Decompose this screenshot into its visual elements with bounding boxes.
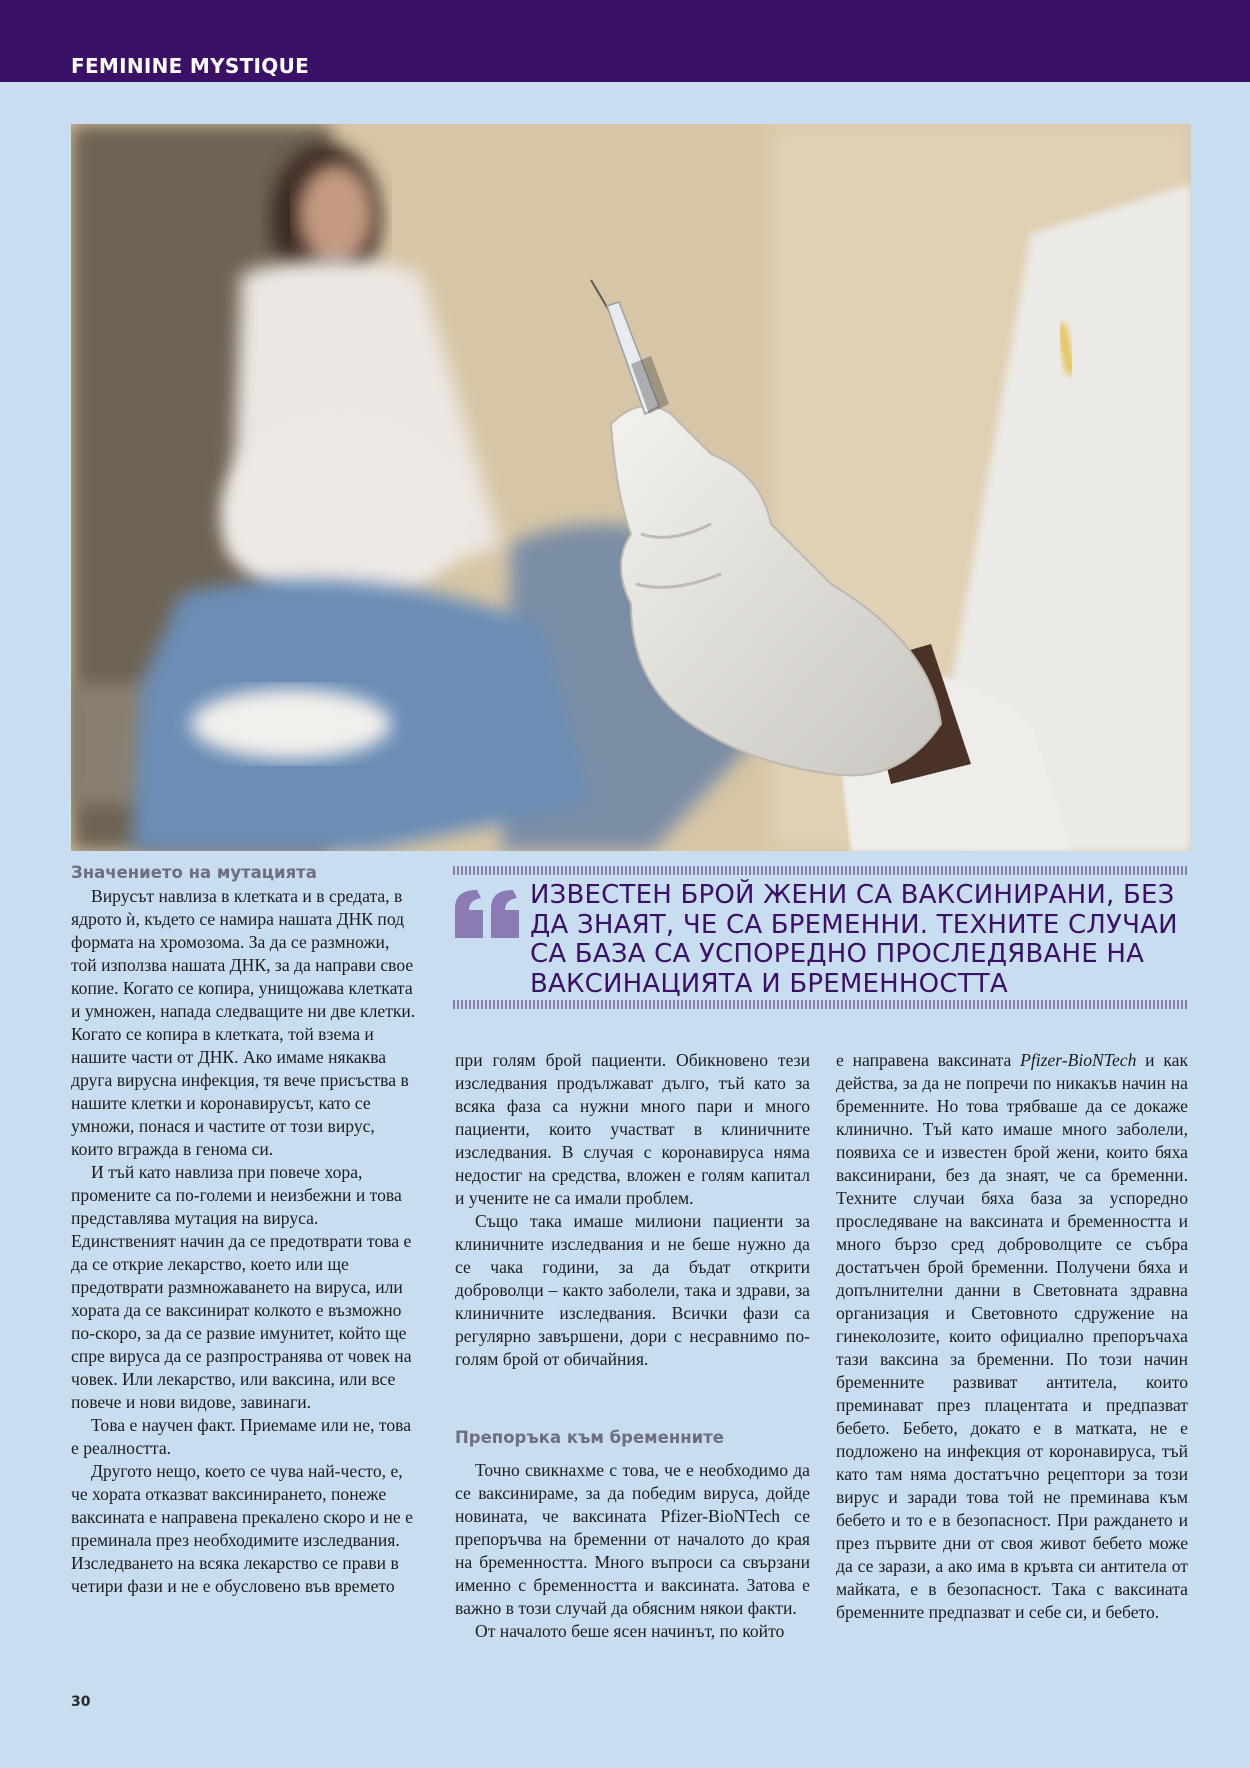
heading-recommendation: Препоръка към бременните <box>455 1428 724 1447</box>
pull-quote-text: ИЗВЕСТЕН БРОЙ ЖЕНИ СА ВАКСИНИРАНИ, БЕЗ ДА ЗНАЯТ, ЧЕ СА БРЕМЕННИ. ТЕХНИТЕ СЛУЧАИ СА БАЗА СА УСПОРЕДНО ПРОСЛЕДЯВАНЕ НА ВАКСИНАЦИЯТА И БРЕМЕННОСТТА <box>530 880 1178 999</box>
paragraph: Вирусът навлиза в клетката и в средата, в ядрото ѝ, където се намира нашата ДНК под формата на хромозома. За да се размножи, той използва нашата ДНК, за да направи свое копие. Когато се копира, унищожава клетката и умножен, напада следващите ни две клетки. Когато се копира в клетката, той взема и нашите части от ДНК. Ако имаме някаква друга вирусна инфекция, тя вече присъства в нашите клетки и коронавирусът, като се умножи, понася и частите от този вирус, които вгражда в генома си. <box>71 886 416 1159</box>
quote-mark-icon <box>453 888 523 940</box>
page-number: 30 <box>71 1694 91 1710</box>
dotted-rule-top <box>453 866 1189 875</box>
dotted-rule-bottom <box>453 1000 1189 1009</box>
paragraph: Това е научен факт. Приемаме или не, това е реалността. <box>71 1415 412 1458</box>
text-fragment: е направена ваксината <box>836 1050 1021 1070</box>
paragraph <box>836 1049 1188 1624</box>
paragraph: Точно свикнахме с това, че е необходимо да се ваксинираме, за да победим вируса, дойде новината, че ваксината Pfizer-BioNTech се препоръчва на бременни от началото до края на бременността. Много въпроси са свързани именно с бременността и ваксината. Затова е важно в този случай да обясним някои факти. <box>455 1460 810 1618</box>
article-column-2-continued <box>455 1459 810 1643</box>
paragraph: при голям брой пациенти. Обикновено тези изследвания продължават дълго, тъй като за всяка фаза са нужни много пари и много пациенти, които участват в клиничните изследвания. В случая с коронавируса няма недостиг на средства, вложен е голям капитал и учените не са имали проблем. <box>455 1050 810 1208</box>
paragraph: От началото беше ясен начинът, по който <box>475 1621 785 1641</box>
article-column-3 <box>836 1049 1188 1624</box>
pull-quote <box>453 866 1189 1009</box>
paragraph: Другото нещо, което се чува най-често, е, че хората отказват ваксинирането, понеже ваксината е направена прекалено скоро и не е преминала през необходимите изследвания. Изследването на всяка лекарство се прави в четири фази и не е обусловено във времето <box>71 1461 413 1596</box>
brand-name: Pfizer-BioNTech <box>1020 1050 1137 1070</box>
article-column-2 <box>455 1049 810 1371</box>
paragraph: Също така имаше милиони пациенти за клиничните изследвания и не беше нужно да се чака години, за да бъдат открити доброволци – както заболели, така и здрави, за клиничните изследвания. Всички фази са регулярно завършени, дори с несравнимо по-голям брой от обичайния. <box>455 1211 810 1369</box>
heading-mutation: Значението на мутацията <box>71 863 317 882</box>
vaccine-photo <box>71 124 1191 851</box>
paragraph: И тъй като навлиза при повече хора, промените са по-големи и неизбежни и това представлява мутация на вируса. Единственият начин да се предотврати това е да се открие лекарство, което или ще предотврати размножаването на вируса, или хората да се ваксинират колкото е възможно по-скоро, за да се развие имунитет, който ще спре вируса да се разпространява от човек на човек. Или лекарство, или ваксина, или все повече и нови видове, завинаги. <box>71 1162 412 1412</box>
section-title: FEMININE MYSTIQUE <box>71 54 310 78</box>
article-column-1 <box>71 885 419 1598</box>
text-fragment: и как действа, за да не попречи по никакъв начин на бременните. Но това трябваше да се докаже клинично. Тъй като имаше много заболели, появиха се и известен брой жени, които бяха ваксинирани, без да знаят, че са бременни. Техните случаи бяха база за успоредно проследяване на ваксината и бременността и много бързо сред доброволците се събра достатъчен брой бременни. Получени бяха и допълнителни данни в Световната здравна организация и Световното сдружение на гинеколозите, които официално препоръчаха тази ваксина за бременни. По този начин бременните развиват антитела, които преминават през плацентата и предпазват бебето. Бебето, докато е в матката, не е подложено на инфекция от коронавируса, тъй като там няма достатъчно рецептори за този вирус и заради това той не преминава към бебето и то е в безопасност. При раждането и през първите дни от своя живот бебето може да се зарази, а ако има в кръвта си антитела от майката, е в безопасност. Така с ваксината бременните предпазват и себе си, и бебето. <box>836 1050 1188 1622</box>
